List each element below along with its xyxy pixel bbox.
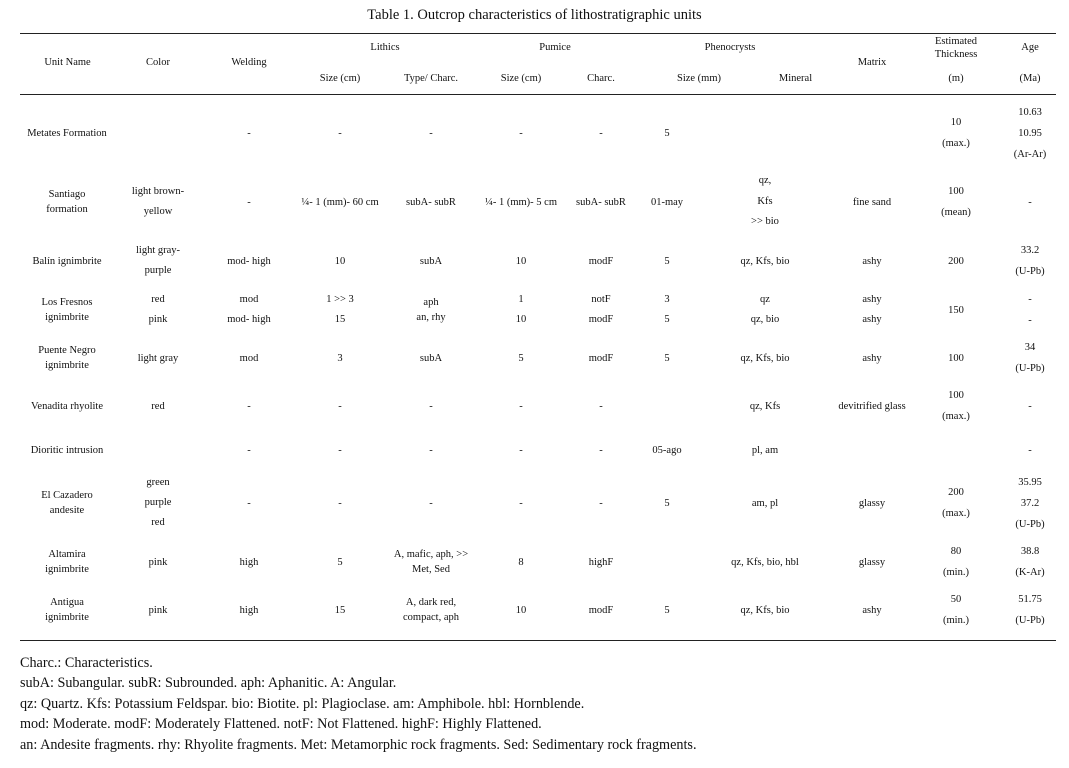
- table-cell-phsize: 05-ago: [652, 444, 682, 456]
- table-cell-psize: 8: [518, 556, 524, 568]
- table-cell-lsize: 1 >> 3 15: [326, 294, 354, 325]
- table-cell-mineral: qz, Kfs, bio: [740, 255, 790, 267]
- table-cell-age: 51.75 (U-Pb): [1015, 594, 1045, 626]
- table-cell-mineral: qz qz, bio: [750, 293, 780, 325]
- table-cell-thick: 150: [948, 304, 964, 316]
- header-pumice-charc: Charc.: [587, 73, 615, 84]
- table-cell-ltype: subA: [419, 255, 443, 267]
- table-cell-pcharc: notF modF: [588, 294, 614, 325]
- header-phenocrysts-mineral: Mineral: [778, 73, 813, 84]
- table-cell-age: 38.8 (K-Ar): [1015, 546, 1045, 578]
- table-cell-psize: -: [519, 444, 523, 456]
- header-phenocrysts-size: Size (mm): [676, 73, 722, 84]
- table-cell-welding: mod: [239, 352, 259, 364]
- table-cell-name: Santiago formation: [46, 188, 88, 215]
- table-cell-phsize: 01-may: [650, 196, 684, 208]
- table-cell-thick: 200 (max.): [942, 487, 970, 519]
- table-cell-pcharc: -: [599, 444, 603, 456]
- table-cell-name: Balín ignimbrite: [32, 255, 102, 267]
- table-cell-name: Los Fresnos ignimbrite: [41, 296, 93, 323]
- table-cell-mineral: qz, Kfs: [749, 400, 781, 412]
- table-cell-psize: -: [519, 400, 523, 412]
- header-thickness-unit: (m): [948, 73, 964, 84]
- table-cell-ltype: -: [429, 400, 433, 412]
- table-cell-psize: 5: [518, 352, 524, 364]
- table-cell-welding: -: [247, 196, 251, 208]
- table-cell-psize: 10: [515, 604, 527, 616]
- table-cell-pcharc: -: [599, 127, 603, 139]
- table-cell-age: 10.63 10.95 (Ar-Ar): [1013, 106, 1047, 160]
- table-cell-phsize: 5: [664, 255, 670, 267]
- table-cell-ltype: A, dark red, compact, aph: [403, 596, 459, 623]
- table-cell-ltype: subA- subR: [406, 196, 456, 208]
- table-cell-name: Dioritic intrusion: [30, 444, 104, 456]
- header-unit-name: Unit Name: [44, 57, 91, 68]
- table-cell-ltype: -: [429, 127, 433, 139]
- header-thickness: Estimated Thickness: [934, 36, 978, 60]
- table-cell-mineral: pl, am: [751, 444, 779, 456]
- table-cell-psize: -: [519, 127, 523, 139]
- table-cell-thick: 80 (min.): [943, 546, 969, 578]
- header-pumice-size: Size (cm): [500, 73, 542, 84]
- table-cell-lsize: 5: [337, 556, 343, 568]
- table-cell-phsize: 5: [664, 497, 670, 509]
- table-cell-ltype: -: [429, 444, 433, 456]
- table-cell-name: Antigua ignimbrite: [45, 596, 89, 623]
- table-cell-thick: 200: [948, 255, 964, 267]
- table-cell-lsize: 3: [337, 352, 343, 364]
- table-cell-lsize: -: [338, 497, 342, 509]
- table-cell-matrix: ashy: [862, 604, 882, 616]
- header-pumice: Pumice: [539, 42, 571, 53]
- header-age-unit: (Ma): [1019, 73, 1041, 84]
- header-welding: Welding: [231, 57, 267, 68]
- table-cell-thick: 100 (mean): [941, 186, 971, 218]
- table-cell-psize: 10: [515, 255, 527, 267]
- table-cell-mineral: am, pl: [751, 497, 779, 509]
- table-cell-color: pink: [148, 604, 168, 616]
- table-cell-age: - -: [1028, 294, 1032, 326]
- table-cell-welding: mod- high: [227, 255, 271, 267]
- table-cell-lsize: 10: [334, 255, 346, 267]
- table-cell-color: light gray: [137, 352, 179, 364]
- table-cell-age: 35.95 37.2 (U-Pb): [1015, 476, 1045, 530]
- table-cell-psize: -: [519, 497, 523, 509]
- table-cell-color: red: [151, 400, 165, 412]
- table-cell-phsize: 5: [664, 604, 670, 616]
- header-color: Color: [146, 57, 170, 68]
- header-lithics: Lithics: [370, 42, 400, 53]
- table-cell-pcharc: highF: [588, 556, 614, 568]
- table-cell-color: pink: [148, 556, 168, 568]
- table-cell-phsize: 5: [664, 352, 670, 364]
- table-cell-matrix: ashy ashy: [862, 294, 882, 325]
- table-cell-age: -: [1028, 196, 1032, 208]
- table-cell-thick: 50 (min.): [943, 594, 969, 626]
- table-cell-age: 34 (U-Pb): [1015, 342, 1045, 374]
- table-notes: [20, 653, 697, 755]
- table-cell-age: 33.2 (U-Pb): [1015, 245, 1045, 277]
- table-cell-lsize: 15: [334, 604, 346, 616]
- table-cell-matrix: glassy: [858, 556, 886, 568]
- table-cell-welding: -: [247, 497, 251, 509]
- header-lithics-size: Size (cm): [319, 73, 361, 84]
- table-cell-age: -: [1028, 444, 1032, 456]
- table-cell-lsize: ¼- 1 (mm)- 60 cm: [301, 196, 379, 208]
- table-cell-phsize: 5: [664, 127, 670, 139]
- bottom-rule: [20, 640, 1056, 641]
- table-cell-name: Venadita rhyolite: [30, 400, 104, 412]
- table-cell-ltype: subA: [419, 352, 443, 364]
- table-cell-lsize: -: [338, 444, 342, 456]
- note-line: Charc.: Characteristics.: [20, 655, 153, 671]
- table-cell-matrix: glassy: [858, 497, 886, 509]
- table-cell-name: El Cazadero andesite: [41, 489, 93, 516]
- table-cell-name: Metates Formation: [27, 127, 107, 139]
- header-age: Age: [1021, 42, 1039, 53]
- table-cell-color: green purple red: [144, 477, 172, 528]
- header-rule: [20, 94, 1056, 95]
- table-cell-pcharc: modF: [588, 255, 614, 267]
- table-cell-thick: 10 (max.): [942, 117, 970, 149]
- table-cell-color: light gray- purple: [135, 245, 181, 276]
- table-cell-thick: 100 (max.): [942, 390, 970, 422]
- table-cell-welding: -: [247, 400, 251, 412]
- header-matrix: Matrix: [857, 57, 887, 68]
- note-line: qz: Quartz. Kfs: Potassium Feldspar. bio: Biotite. pl: Plagioclase. am: Amphibole. hbl: Hornblende.: [20, 695, 585, 712]
- table-cell-pcharc: -: [599, 400, 603, 412]
- table-cell-name: Altamira ignimbrite: [45, 548, 89, 575]
- header-phenocrysts: Phenocrysts: [704, 42, 756, 53]
- table-cell-color: red pink: [148, 294, 168, 325]
- table-cell-psize: 1 10: [515, 294, 527, 325]
- table-cell-mineral: qz, Kfs, bio: [740, 352, 790, 364]
- table-cell-color: light brown- yellow: [131, 186, 185, 217]
- table-cell-welding: mod mod- high: [227, 294, 271, 325]
- table-cell-matrix: ashy: [862, 255, 882, 267]
- note-line: mod: Moderate. modF: Moderately Flattened. notF: Not Flattened. highF: Highly Flattened.: [20, 716, 542, 733]
- table-cell-name: Puente Negro ignimbrite: [38, 344, 96, 371]
- table-cell-ltype: aph an, rhy: [416, 296, 446, 323]
- header-lithics-type: Type/ Charc.: [403, 73, 459, 84]
- note-line: an: Andesite fragments. rhy: Rhyolite fragments. Met: Metamorphic rock fragments. Sed: Sedimentary rock fragments.: [20, 736, 697, 753]
- table-cell-ltype: -: [429, 497, 433, 509]
- top-rule: [20, 33, 1056, 34]
- table-cell-welding: high: [239, 604, 259, 616]
- table-cell-matrix: fine sand: [852, 196, 892, 208]
- table-cell-welding: high: [239, 556, 259, 568]
- table-cell-ltype: A, mafic, aph, >> Met, Sed: [393, 548, 469, 575]
- table-cell-mineral: qz, Kfs >> bio: [751, 175, 779, 228]
- note-line: subA: Subangular. subR: Subrounded. aph: Aphanitic. A: Angular.: [20, 675, 397, 692]
- table-cell-pcharc: modF: [588, 604, 614, 616]
- table-cell-welding: -: [247, 444, 251, 456]
- table-cell-mineral: qz, Kfs, bio, hbl: [731, 556, 799, 568]
- table-cell-psize: ¼- 1 (mm)- 5 cm: [484, 196, 558, 208]
- table-cell-phsize: 3 5: [664, 294, 670, 325]
- table-cell-age: -: [1028, 400, 1032, 412]
- table-cell-pcharc: modF: [588, 352, 614, 364]
- table-cell-welding: -: [247, 127, 251, 139]
- table-cell-matrix: devitrified glass: [838, 400, 906, 412]
- table-title: Table 1. Outcrop characteristics of lithostratigraphic units: [367, 7, 702, 23]
- table-cell-pcharc: subA- subR: [576, 196, 626, 208]
- table-cell-matrix: ashy: [862, 352, 882, 364]
- table-cell-lsize: -: [338, 127, 342, 139]
- table-cell-thick: 100: [948, 352, 964, 364]
- table-cell-pcharc: -: [599, 497, 603, 509]
- table-cell-mineral: qz, Kfs, bio: [740, 604, 790, 616]
- table-cell-lsize: -: [338, 400, 342, 412]
